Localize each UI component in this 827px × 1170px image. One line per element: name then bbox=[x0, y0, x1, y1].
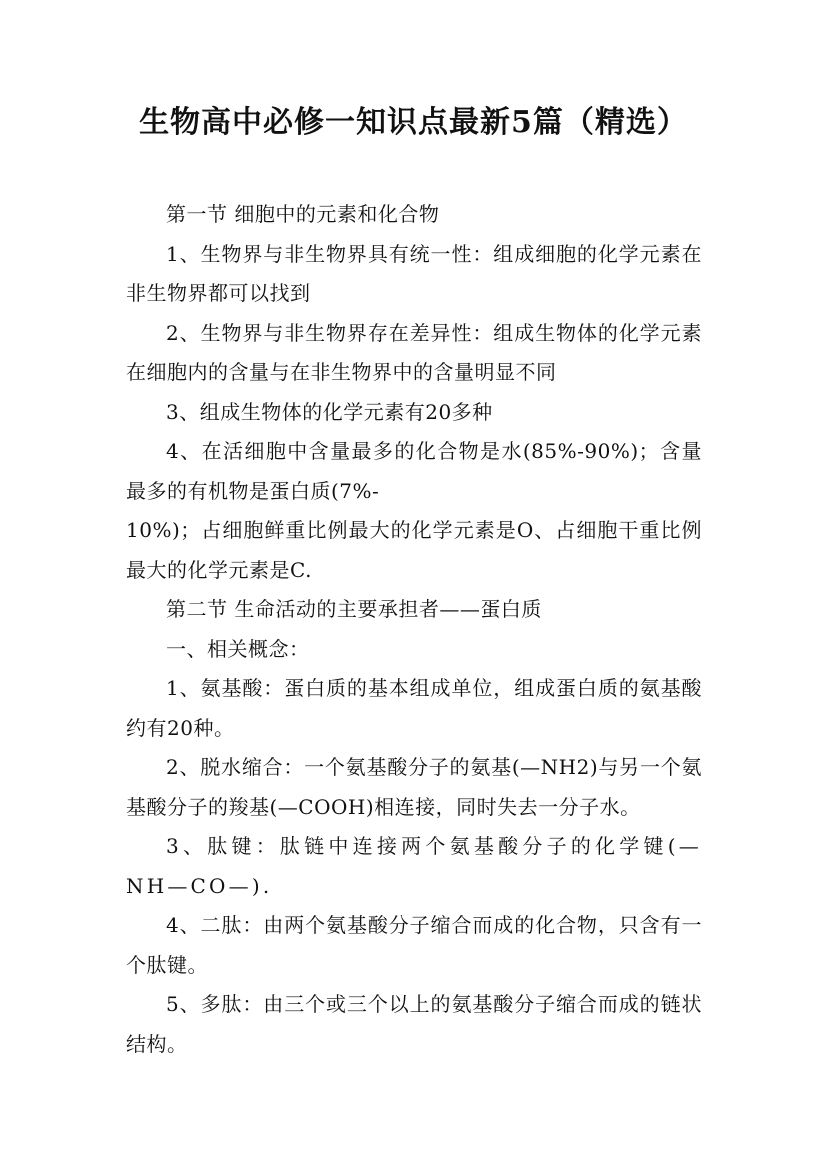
section-heading-1: 第一节 细胞中的元素和化合物 bbox=[166, 202, 440, 226]
section-heading-2: 第二节 生命活动的主要承担者——蛋白质 bbox=[166, 597, 542, 621]
paragraph: 5、多肽：由三个或三个以上的氨基酸分子缩合而成的链状结构。 bbox=[126, 992, 702, 1056]
paragraph: 1、生物界与非生物界具有统一性：组成细胞的化学元素在非生物界都可以找到 bbox=[126, 241, 702, 305]
paragraph: 2、生物界与非生物界存在差异性：组成生物体的化学元素在细胞内的含量与在非生物界中的含量明显不同 bbox=[126, 320, 702, 384]
document-title: 生物高中必修一知识点最新5篇（精选） bbox=[139, 105, 688, 140]
paragraph: 3、肽键：肽链中连接两个氨基酸分子的化学键(—NH—CO—). bbox=[126, 834, 702, 898]
subsection-heading: 一、相关概念： bbox=[166, 636, 310, 661]
paragraph: 2、脱水缩合：一个氨基酸分子的氨基(—NH2)与另一个氨基酸分子的羧基(—COOH)相连接，同时失去一分子水。 bbox=[126, 755, 702, 819]
paragraph: 1、氨基酸：蛋白质的基本组成单位，组成蛋白质的氨基酸约有20种。 bbox=[126, 676, 702, 740]
paragraph: 3、组成生物体的化学元素有20多种 bbox=[166, 399, 493, 424]
paragraph: 4、在活细胞中含量最多的化合物是水(85%-90%)；含量最多的有机物是蛋白质(7%- bbox=[126, 439, 702, 503]
paragraph-continuation: 10%)；占细胞鲜重比例最大的化学元素是O、占细胞干重比例最大的化学元素是C. bbox=[126, 518, 702, 582]
paragraph: 4、二肽：由两个氨基酸分子缩合而成的化合物，只含有一个肽键。 bbox=[126, 913, 702, 977]
document-body bbox=[126, 195, 702, 1064]
